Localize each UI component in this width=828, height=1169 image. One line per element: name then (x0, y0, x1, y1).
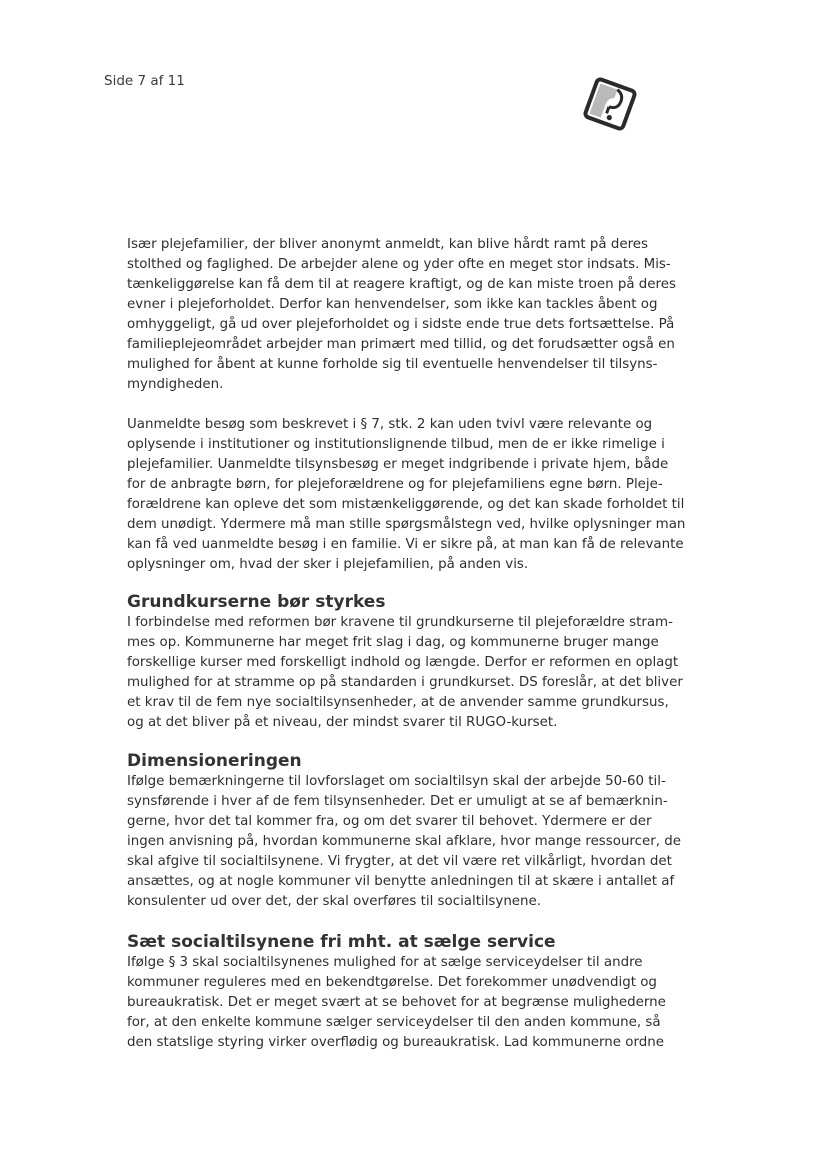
text-line: oplysende i institutioner og institutionslignende tilbud, men de er ikke rimelige i (127, 437, 665, 452)
section-body-grundkurserne (127, 613, 702, 733)
text-line: Uanmeldte besøg som beskrevet i § 7, stk. 2 kan uden tvivl være relevante og (127, 417, 653, 432)
text-line: forskellige kurser med forskelligt indhold og længde. Derfor er reformen en oplagt (127, 655, 679, 670)
page-number: Side 7 af 11 (104, 73, 185, 89)
text-line: ingen anvisning på, hvordan kommunerne skal afklare, hvor mange ressourcer, de (127, 834, 682, 849)
text-line: Især plejefamilier, der bliver anonymt anmeldt, kan blive hårdt ramt på deres (127, 237, 648, 252)
text-line: dem unødigt. Ydermere må man stille spørgsmålstegn ved, hvilke oplysninger man (127, 517, 686, 532)
text-line: stolthed og faglighed. De arbejder alene og yder ofte en meget stor indsats. Mis- (127, 257, 671, 272)
text-line: ansættes, og at nogle kommuner vil benytte anledningen til at skære i antallet af (127, 874, 675, 889)
text-line: kan få ved uanmeldte besøg i en familie. Vi er sikre på, at man kan få de relevante (127, 537, 684, 552)
text-line: Ifølge § 3 skal socialtilsynenes mulighed for at sælge serviceydelser til andre (127, 955, 643, 970)
text-line: tænkeliggørelse kan få dem til at reagere kraftigt, og de kan miste troen på deres (127, 277, 676, 292)
text-line: mes op. Kommunerne har meget frit slag i dag, og kommunerne bruger mange (127, 635, 659, 650)
text-line: konsulenter ud over det, der skal overføres til socialtilsynene. (127, 894, 542, 909)
text-line: kommuner reguleres med en bekendtgørelse. Det forekommer unødvendigt og (127, 975, 657, 990)
paragraph-plejefamilier (127, 235, 702, 395)
text-line: Ifølge bemærkningerne til lovforslaget om socialtilsyn skal der arbejde 50-60 til- (127, 774, 666, 789)
text-line: plejefamilier. Uanmeldte tilsynsbesøg er meget indgribende i private hjem, både (127, 457, 669, 472)
document-body (127, 235, 702, 1053)
text-line: for de anbragte børn, for plejeforældrene og for plejefamiliens egne børn. Pleje- (127, 477, 663, 492)
section-heading-dimensioneringen: Dimensioneringen (127, 751, 302, 771)
text-line: omhyggeligt, gå ud over plejeforholdet og i sidste ende true dets fortsættelse. På (127, 317, 675, 332)
section-heading-saelge-service: Sæt socialtilsynene fri mht. at sælge service (127, 932, 556, 952)
text-line: bureaukratisk. Det er meget svært at se behovet for at begrænse mulighederne (127, 995, 666, 1010)
text-line: gerne, hvor det tal kommer fra, og om det svarer til behovet. Ydermere er der (127, 814, 652, 829)
paragraph-uanmeldte-besoeg (127, 415, 702, 575)
text-line: familieplejeområdet arbejder man primært med tillid, og det forudsætter også en (127, 337, 675, 352)
text-line: mulighed for åbent at kunne forholde sig til eventuelle henvendelser til tilsyns- (127, 357, 658, 372)
text-line: mulighed for at stramme op på standarden i grundkurset. DS foreslår, at det bliver (127, 675, 683, 690)
text-line: for, at den enkelte kommune sælger serviceydelser til den anden kommune, så (127, 1015, 661, 1030)
text-line: og at det bliver på et niveau, der mindst svarer til RUGO-kurset. (127, 715, 558, 730)
text-line: oplysninger om, hvad der sker i plejefamilien, på anden vis. (127, 557, 529, 572)
text-line: forældrene kan opleve det som mistænkeliggørende, og det kan skade forholdet til (127, 497, 685, 512)
ds-logo-icon (579, 73, 641, 135)
text-line: et krav til de fem nye socialtilsynsenheder, at de anvender samme grundkursus, (127, 695, 669, 710)
section-heading-grundkurserne: Grundkurserne bør styrkes (127, 592, 386, 612)
text-line: den statslige styring virker overflødig og bureaukratisk. Lad kommunerne ordne (127, 1035, 664, 1050)
text-line: evner i plejeforholdet. Derfor kan henvendelser, som ikke kan tackles åbent og (127, 297, 658, 312)
section-body-saelge-service (127, 953, 702, 1053)
section-body-dimensioneringen (127, 772, 702, 912)
text-line: skal afgive til socialtilsynene. Vi frygter, at det vil være ret vilkårligt, hvordan det (127, 854, 672, 869)
text-line: I forbindelse med reformen bør kravene til grundkurserne til plejeforældre stram- (127, 615, 673, 630)
text-line: myndigheden. (127, 377, 224, 392)
text-line: synsførende i hver af de fem tilsynsenheder. Det er umuligt at se af bemærknin- (127, 794, 668, 809)
